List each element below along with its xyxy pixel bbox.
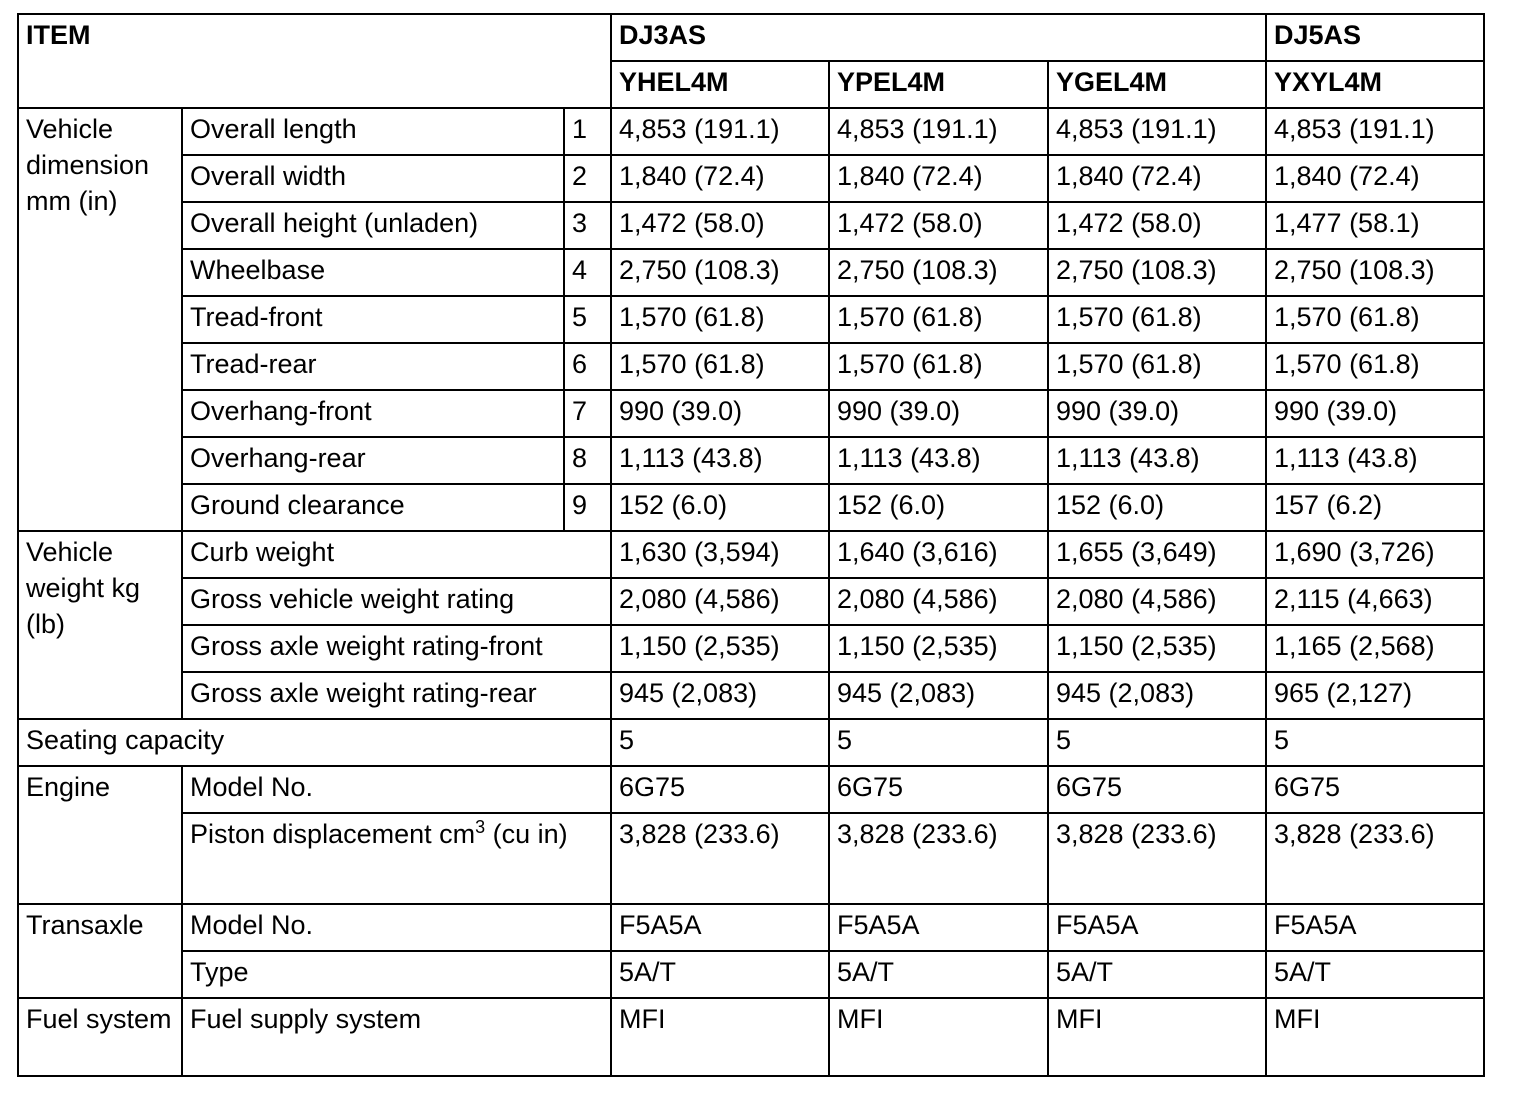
value-cell: 1,165 (2,568)	[1266, 625, 1484, 672]
value-cell: 5	[829, 719, 1048, 766]
row-number: 7	[564, 390, 611, 437]
item-header: ITEM	[18, 14, 611, 108]
value-cell: 2,080 (4,586)	[1048, 578, 1266, 625]
value-cell: 1,570 (61.8)	[1048, 343, 1266, 390]
row-label: Tread-front	[182, 296, 564, 343]
row-number: 9	[564, 484, 611, 531]
table-row	[18, 625, 1484, 672]
row-label: Gross axle weight rating-rear	[182, 672, 611, 719]
model-header-ygel4m: YGEL4M	[1048, 61, 1266, 108]
table-row	[18, 390, 1484, 437]
value-cell: 1,640 (3,616)	[829, 531, 1048, 578]
value-cell: 5A/T	[1048, 951, 1266, 998]
table-row	[18, 531, 1484, 578]
category-vehicle-dimension: Vehicle dimension mm (in)	[18, 108, 182, 531]
value-cell: 1,150 (2,535)	[829, 625, 1048, 672]
row-number: 2	[564, 155, 611, 202]
specifications-table	[17, 13, 1485, 1077]
value-cell: 1,570 (61.8)	[829, 343, 1048, 390]
row-label: Tread-rear	[182, 343, 564, 390]
value-cell: 5	[611, 719, 829, 766]
displacement-label: Piston displacement cm	[190, 819, 476, 849]
value-cell: 1,570 (61.8)	[611, 296, 829, 343]
group-header-dj5as: DJ5AS	[1266, 14, 1484, 61]
value-cell: 3,828 (233.6)	[1048, 813, 1266, 904]
value-cell: 1,570 (61.8)	[1266, 343, 1484, 390]
value-cell: 990 (39.0)	[611, 390, 829, 437]
table-row	[18, 108, 1484, 155]
table-row	[18, 296, 1484, 343]
row-label: Overhang-rear	[182, 437, 564, 484]
value-cell: 1,630 (3,594)	[611, 531, 829, 578]
value-cell: 990 (39.0)	[829, 390, 1048, 437]
table-row	[18, 578, 1484, 625]
value-cell: 3,828 (233.6)	[829, 813, 1048, 904]
value-cell: 990 (39.0)	[1266, 390, 1484, 437]
value-cell: MFI	[829, 998, 1048, 1076]
category-engine: Engine	[18, 766, 182, 904]
value-cell: 1,477 (58.1)	[1266, 202, 1484, 249]
value-cell: 6G75	[1048, 766, 1266, 813]
value-cell: 1,472 (58.0)	[829, 202, 1048, 249]
category-vehicle-weight: Vehicle weight kg (lb)	[18, 531, 182, 719]
group-header-dj3as: DJ3AS	[611, 14, 1266, 61]
value-cell: 1,113 (43.8)	[829, 437, 1048, 484]
row-number: 3	[564, 202, 611, 249]
row-number: 6	[564, 343, 611, 390]
row-number: 8	[564, 437, 611, 484]
table-row	[18, 672, 1484, 719]
table-row	[18, 766, 1484, 813]
value-cell: 1,113 (43.8)	[1266, 437, 1484, 484]
value-cell: 6G75	[1266, 766, 1484, 813]
value-cell: 2,115 (4,663)	[1266, 578, 1484, 625]
row-label: Model No.	[182, 904, 611, 951]
value-cell: 1,570 (61.8)	[611, 343, 829, 390]
row-label: Gross axle weight rating-front	[182, 625, 611, 672]
row-label: Gross vehicle weight rating	[182, 578, 611, 625]
row-label: Fuel supply system	[182, 998, 611, 1076]
value-cell: 1,840 (72.4)	[1266, 155, 1484, 202]
value-cell: 2,080 (4,586)	[829, 578, 1048, 625]
row-label: Curb weight	[182, 531, 611, 578]
table-row	[18, 155, 1484, 202]
value-cell: 990 (39.0)	[1048, 390, 1266, 437]
value-cell: 4,853 (191.1)	[611, 108, 829, 155]
row-label: Overhang-front	[182, 390, 564, 437]
table-row	[18, 484, 1484, 531]
value-cell: 5	[1266, 719, 1484, 766]
table-row	[18, 998, 1484, 1076]
value-cell: 152 (6.0)	[1048, 484, 1266, 531]
row-label: Wheelbase	[182, 249, 564, 296]
row-label: Ground clearance	[182, 484, 564, 531]
value-cell: 4,853 (191.1)	[829, 108, 1048, 155]
value-cell: 1,570 (61.8)	[1266, 296, 1484, 343]
value-cell: 1,150 (2,535)	[611, 625, 829, 672]
value-cell: F5A5A	[829, 904, 1048, 951]
table-row	[18, 202, 1484, 249]
value-cell: 157 (6.2)	[1266, 484, 1484, 531]
value-cell: 2,750 (108.3)	[611, 249, 829, 296]
value-cell: 5A/T	[611, 951, 829, 998]
value-cell: 1,655 (3,649)	[1048, 531, 1266, 578]
value-cell: 5	[1048, 719, 1266, 766]
table-row	[18, 813, 1484, 904]
value-cell: 1,472 (58.0)	[1048, 202, 1266, 249]
value-cell: 1,472 (58.0)	[611, 202, 829, 249]
category-fuel-system: Fuel system	[18, 998, 182, 1076]
value-cell: 3,828 (233.6)	[611, 813, 829, 904]
value-cell: 2,750 (108.3)	[829, 249, 1048, 296]
value-cell: 1,570 (61.8)	[1048, 296, 1266, 343]
row-number: 1	[564, 108, 611, 155]
value-cell: 2,750 (108.3)	[1266, 249, 1484, 296]
model-header-yhel4m: YHEL4M	[611, 61, 829, 108]
value-cell: 2,750 (108.3)	[1048, 249, 1266, 296]
table-row	[18, 951, 1484, 998]
value-cell: 152 (6.0)	[829, 484, 1048, 531]
value-cell: 4,853 (191.1)	[1266, 108, 1484, 155]
model-header-ypel4m: YPEL4M	[829, 61, 1048, 108]
row-label: Overall width	[182, 155, 564, 202]
table-row	[18, 904, 1484, 951]
value-cell: 1,570 (61.8)	[829, 296, 1048, 343]
value-cell: MFI	[611, 998, 829, 1076]
value-cell: 1,150 (2,535)	[1048, 625, 1266, 672]
value-cell: 1,840 (72.4)	[829, 155, 1048, 202]
value-cell: 6G75	[611, 766, 829, 813]
value-cell: 6G75	[829, 766, 1048, 813]
value-cell: 1,840 (72.4)	[611, 155, 829, 202]
row-label: Overall height (unladen)	[182, 202, 564, 249]
value-cell: 5A/T	[1266, 951, 1484, 998]
value-cell: 152 (6.0)	[611, 484, 829, 531]
value-cell: 945 (2,083)	[829, 672, 1048, 719]
value-cell: 5A/T	[829, 951, 1048, 998]
value-cell: F5A5A	[611, 904, 829, 951]
value-cell: 945 (2,083)	[611, 672, 829, 719]
value-cell: 2,080 (4,586)	[611, 578, 829, 625]
displacement-unit: (cu in)	[485, 819, 568, 849]
model-header-yxyl4m: YXYL4M	[1266, 61, 1484, 108]
value-cell: F5A5A	[1048, 904, 1266, 951]
row-number: 5	[564, 296, 611, 343]
value-cell: 3,828 (233.6)	[1266, 813, 1484, 904]
row-label: Overall length	[182, 108, 564, 155]
table-row	[18, 249, 1484, 296]
value-cell: 4,853 (191.1)	[1048, 108, 1266, 155]
table-row	[18, 343, 1484, 390]
row-number: 4	[564, 249, 611, 296]
value-cell: MFI	[1048, 998, 1266, 1076]
value-cell: 965 (2,127)	[1266, 672, 1484, 719]
value-cell: 1,690 (3,726)	[1266, 531, 1484, 578]
row-label: Type	[182, 951, 611, 998]
row-label-piston-displacement	[182, 813, 611, 904]
value-cell: 1,113 (43.8)	[1048, 437, 1266, 484]
value-cell: F5A5A	[1266, 904, 1484, 951]
value-cell: 945 (2,083)	[1048, 672, 1266, 719]
row-label: Model No.	[182, 766, 611, 813]
table-row	[18, 719, 1484, 766]
value-cell: MFI	[1266, 998, 1484, 1076]
displacement-superscript: 3	[475, 817, 486, 837]
category-transaxle: Transaxle	[18, 904, 182, 998]
seating-capacity-label: Seating capacity	[18, 719, 611, 766]
value-cell: 1,840 (72.4)	[1048, 155, 1266, 202]
table-row	[18, 437, 1484, 484]
value-cell: 1,113 (43.8)	[611, 437, 829, 484]
